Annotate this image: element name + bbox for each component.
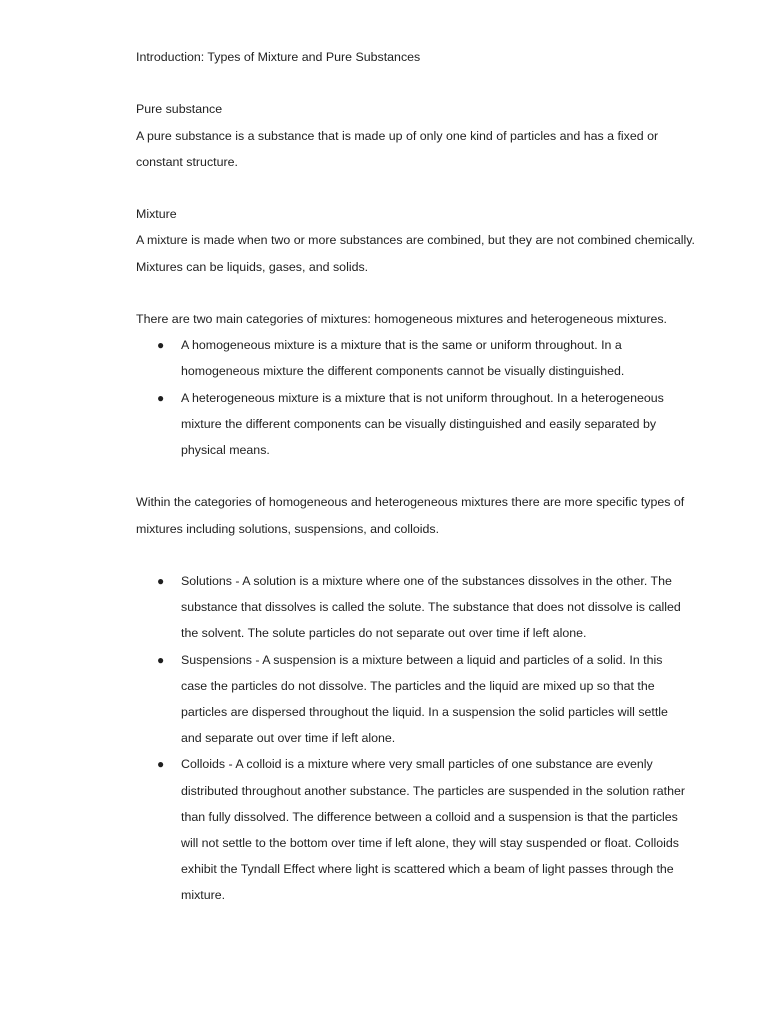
spacer	[136, 463, 696, 489]
list-item-text: A homogeneous mixture is a mixture that is the same or uniform throughout. In a homogeneous mixture the different components cannot be visually distinguished.	[181, 338, 625, 379]
list-item-text: Suspensions - A suspension is a mixture between a liquid and particles of a solid. In this case the particles do not dissolve. The particles and the liquid are mixed up so that the particles are dispersed throughout the liquid. In a suspension the solid particles will settle and separate out over time if left alone.	[181, 652, 668, 746]
pure-substance-text: A pure substance is a substance that is made up of only one kind of particles and has a fixed or constant structure.	[136, 128, 659, 169]
bullet-icon: ●	[157, 652, 165, 667]
bullet-icon: ●	[157, 757, 165, 772]
list-item	[136, 332, 686, 384]
list-item	[136, 385, 686, 464]
spacer	[136, 542, 696, 568]
mixture-text: A mixture is made when two or more substances are combined, but they are not combined chemically. Mixtures can be liquids, gases, and solids.	[136, 233, 695, 274]
list-item-text: Solutions - A solution is a mixture where one of the substances dissolves in the other. The substance that dissolves is called the solute. The substance that does not dissolve is called the solvent. The solute particles do not separate out over time if left alone.	[181, 573, 681, 641]
types-list	[136, 568, 696, 909]
spacer	[136, 70, 696, 96]
categories-intro: There are two main categories of mixtures: homogeneous mixtures and heterogeneous mixtures.	[136, 311, 668, 326]
mixture-heading: Mixture	[136, 207, 177, 222]
list-item	[136, 647, 686, 752]
categories-list	[136, 332, 696, 463]
bullet-icon: ●	[157, 338, 165, 353]
pure-substance-heading: Pure substance	[136, 102, 223, 117]
document-page	[136, 44, 696, 909]
spacer	[136, 280, 696, 306]
types-intro: Within the categories of homogeneous and heterogeneous mixtures there are more specific types of mixtures including solutions, suspensions, and colloids.	[136, 495, 685, 536]
list-item-text: Colloids - A colloid is a mixture where very small particles of one substance are evenly distributed throughout another substance. The particles are suspended in the solution rather than fully dissolved. The difference between a colloid and a suspension is that the particles will not settle to the bottom over time if left alone, they will stay suspended or float. Colloids exhibit the Tyndall Effect where light is scattered which a beam of light passes through the mixture.	[181, 757, 685, 903]
bullet-icon: ●	[157, 573, 165, 588]
list-item-text: A heterogeneous mixture is a mixture that is not uniform throughout. In a heterogeneous mixture the different components can be visually distinguished and easily separated by physical means.	[181, 390, 664, 457]
list-item	[136, 568, 686, 647]
document-title: Introduction: Types of Mixture and Pure Substances	[136, 50, 421, 64]
bullet-icon: ●	[157, 390, 165, 405]
list-item	[136, 751, 686, 908]
spacer	[136, 175, 696, 201]
